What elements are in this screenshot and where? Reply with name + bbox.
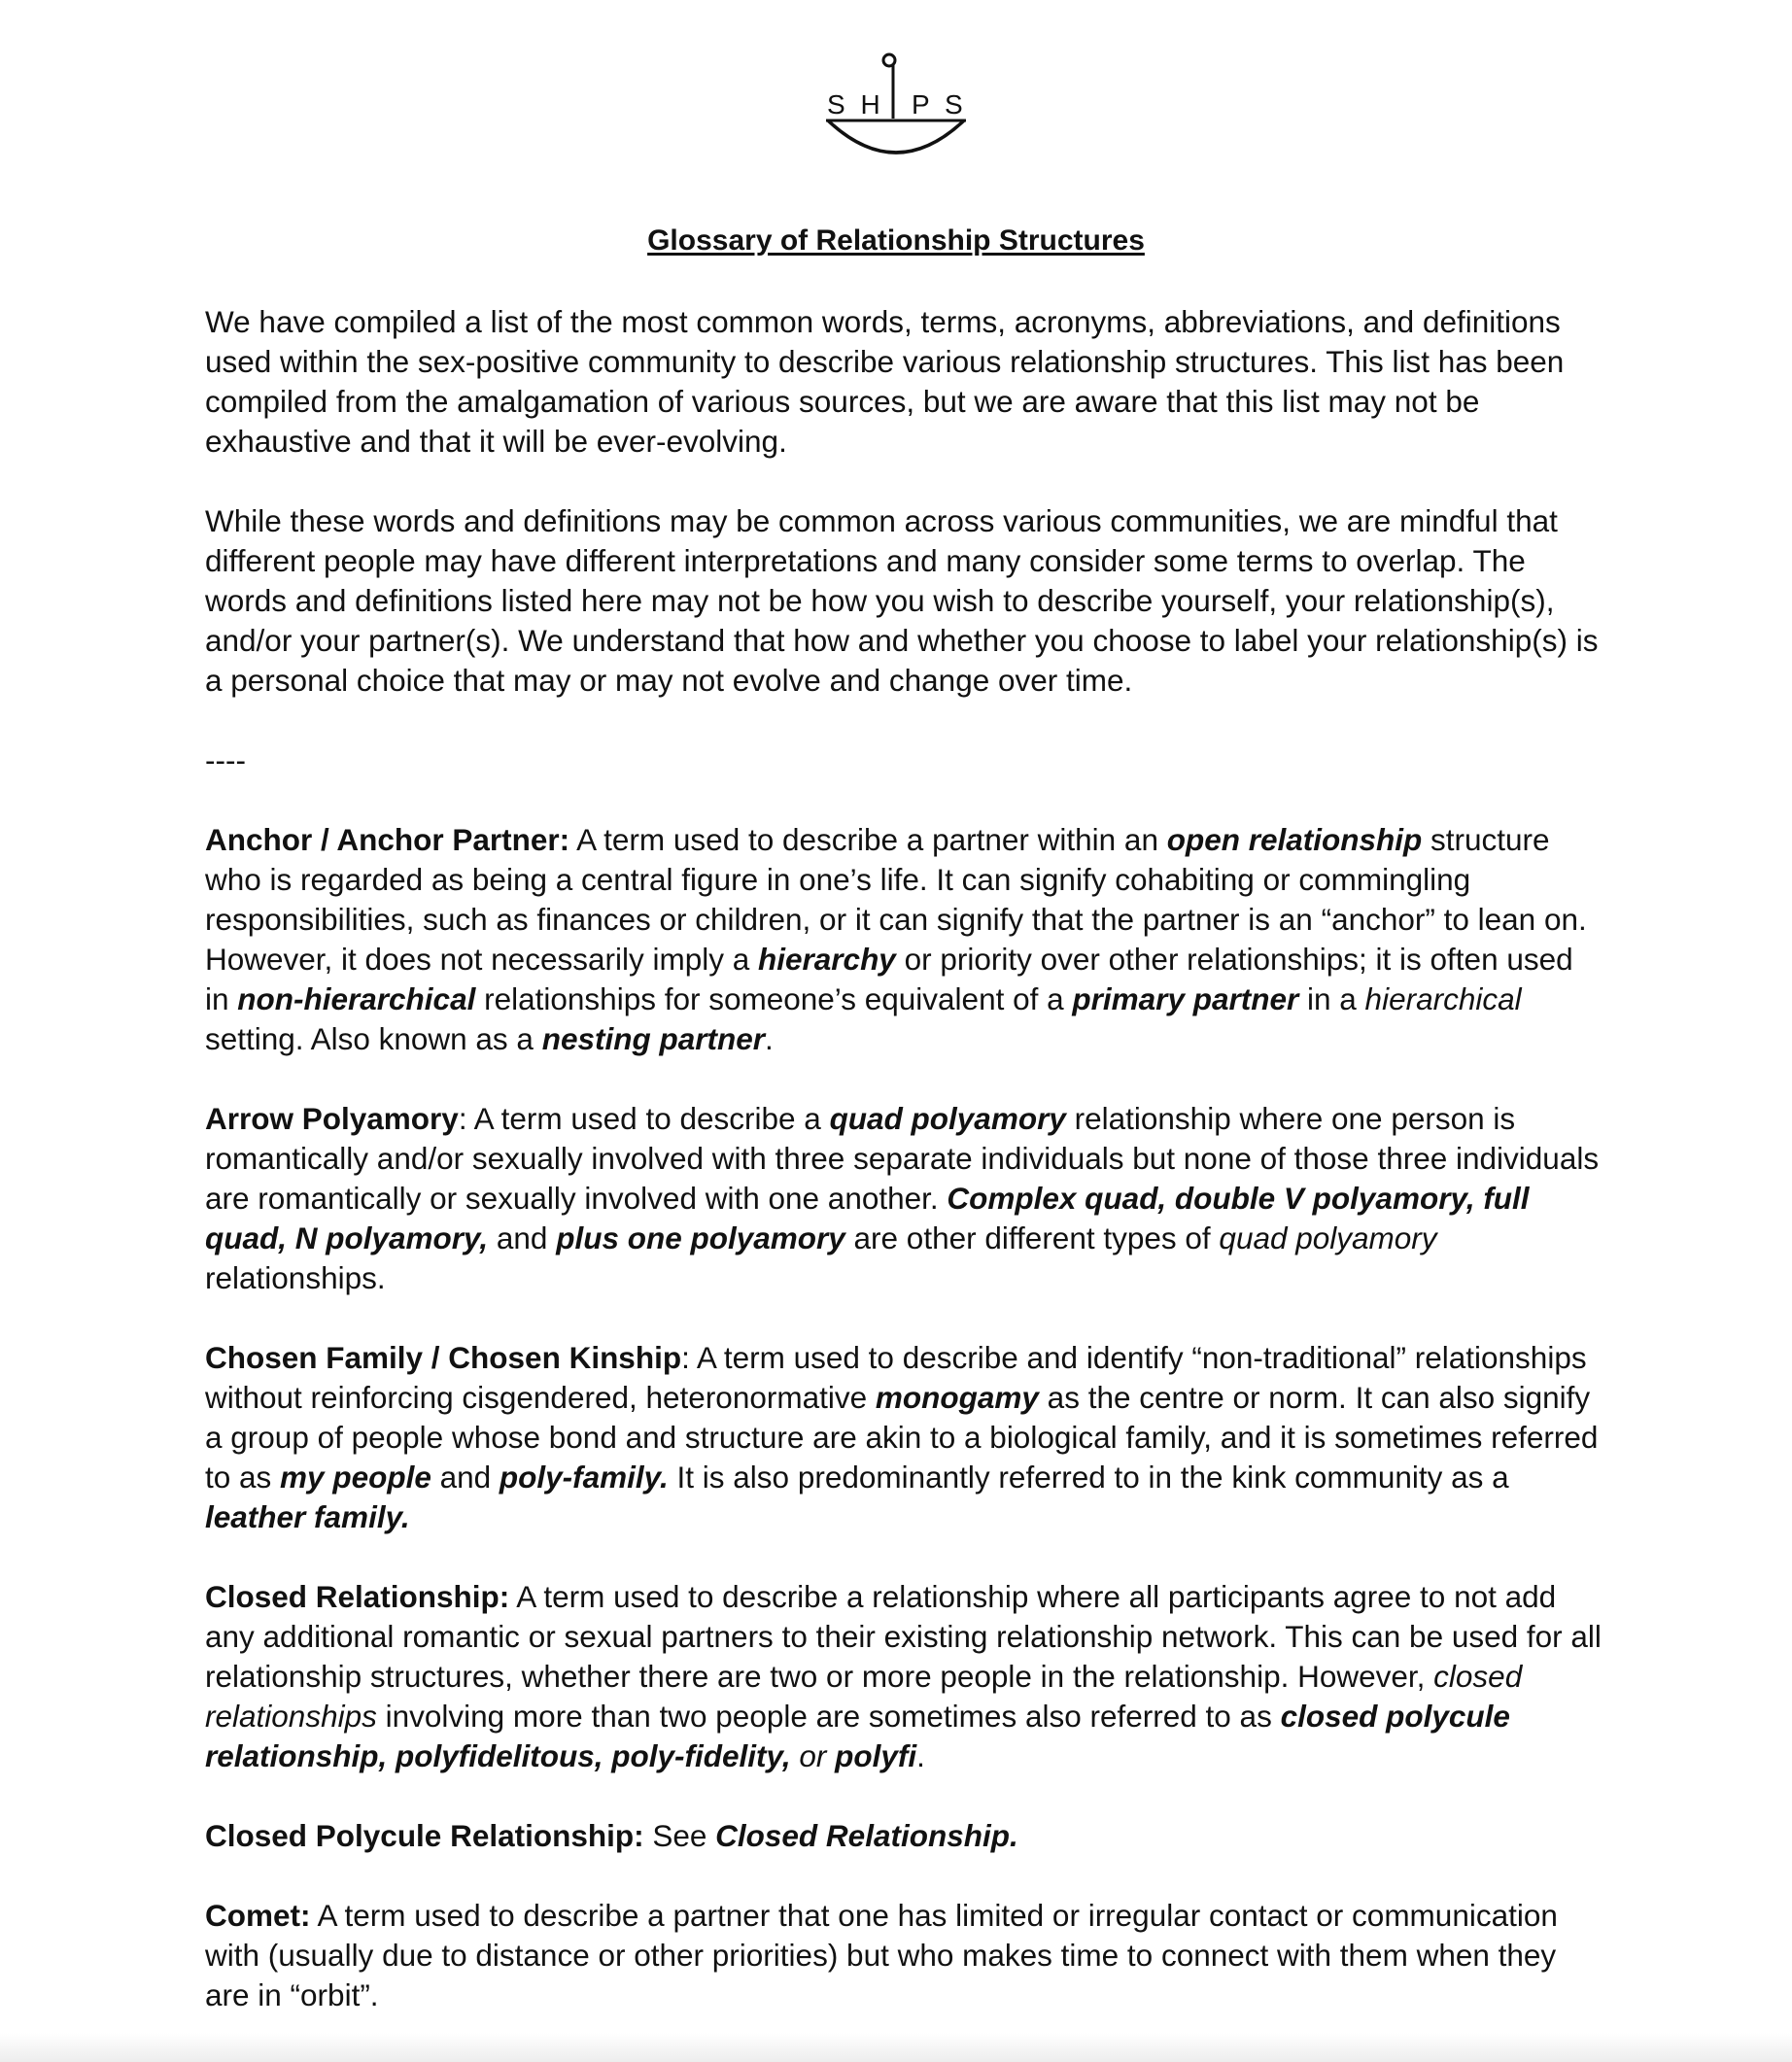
glossary-term: Closed Polycule Relationship: xyxy=(205,1818,644,1853)
glossary-entry-comet xyxy=(205,1896,1604,2015)
emphasized-term: non-hierarchical xyxy=(237,981,476,1016)
intro-paragraph-1: We have compiled a list of the most common words, terms, acronyms, abbreviations, and definitions used within the sex-positive community to describe various relationship structures. This list has been compiled from the amalgamation of various sources, but we are aware that this list may not be exhaustive and that it will be ever-evolving. xyxy=(205,304,1565,459)
ships-logo xyxy=(824,52,968,157)
glossary-entry-closed-polycule xyxy=(205,1816,1604,1856)
emphasized-term: my people xyxy=(280,1460,431,1495)
emphasized-term: open relationship xyxy=(1166,822,1423,857)
page-bottom-edge xyxy=(0,2033,1792,2062)
emphasized-term: poly-family. xyxy=(499,1460,669,1495)
italic-term: quad polyamory xyxy=(1219,1220,1437,1255)
definition-text: structure who is regarded as being a central figure in one’s life. It can signify cohabiting or commingling responsibilities, such as finances or children, or it can signify that the partner is an “anchor” to lean on. However, it does not necessarily imply a xyxy=(205,822,1587,977)
italic-term: hierarchical xyxy=(1364,981,1522,1016)
glossary-entry-chosen-family xyxy=(205,1338,1604,1537)
definition-text: relationships for someone’s equivalent of a xyxy=(475,981,1073,1016)
glossary-entry-arrow-polyamory xyxy=(205,1099,1604,1298)
definition-text: A term used to describe a relationship where all participants agree to not add any additional romantic or sexual partners to their existing relationship network. This can be used for all relationship structures, whether there are two or more people in the relationship. However, xyxy=(205,1579,1602,1694)
intro-paragraph-2: While these words and definitions may be common across various communities, we are mindful that different people may have different interpretations and many consider some terms to overlap. The words and definitions listed here may not be how you wish to describe yourself, your relationship(s), and/or your partner(s). We understand that how and whether you choose to label your relationship(s) is a personal choice that may or may not evolve and change over time. xyxy=(205,503,1599,698)
definition-text: relationships. xyxy=(205,1260,386,1295)
emphasized-term: Complex quad, double V polyamory, full quad, N polyamory, xyxy=(205,1181,1530,1255)
definition-text: and xyxy=(488,1220,557,1255)
definition-text: A term used to describe a partner that one has limited or irregular contact or communication with (usually due to distance or other priorities) but who makes time to connect with them when they are in “orbit”. xyxy=(205,1898,1558,2012)
emphasized-term: polyfi xyxy=(835,1738,917,1773)
emphasized-term: hierarchy xyxy=(758,942,896,977)
document-body xyxy=(205,302,1604,2055)
emphasized-term: quad polyamory xyxy=(829,1101,1066,1136)
glossary-entry-anchor xyxy=(205,820,1604,1059)
definition-text: relationship where one person is romantically and/or sexually involved with three separate individuals but none of those three individuals are romantically or sexually involved with one another. xyxy=(205,1101,1600,1216)
definition-text: It is also predominantly referred to in the kink community as a xyxy=(668,1460,1509,1495)
definition-text: or priority over other relationships; it is often used in xyxy=(205,942,1573,1016)
italic-connector: or xyxy=(790,1738,836,1773)
italic-term: closed relationships xyxy=(205,1659,1523,1734)
emphasized-term: nesting partner xyxy=(541,1021,765,1056)
definition-text: and xyxy=(431,1460,500,1495)
glossary-entry-closed-relationship xyxy=(205,1577,1604,1776)
glossary-term: Arrow Polyamory xyxy=(205,1101,459,1136)
definition-text: as the centre or norm. It can also signify a group of people whose bond and structure are akin to a biological family, and it is sometimes referred to as xyxy=(205,1380,1599,1495)
definition-text: in a xyxy=(1298,981,1365,1016)
definition-text: : A term used to describe and identify “non-traditional” relationships without reinforcing cisgendered, heteronormative xyxy=(205,1340,1587,1415)
page-title: Glossary of Relationship Structures xyxy=(647,224,1145,257)
definition-text: are other different types of xyxy=(844,1220,1220,1255)
emphasized-term: primary partner xyxy=(1072,981,1299,1016)
definition-text: : A term used to describe a xyxy=(458,1101,830,1136)
definition-text: setting. Also known as a xyxy=(205,1021,542,1056)
ships-anchor-logo-icon xyxy=(824,52,968,157)
glossary-term: Closed Relationship: xyxy=(205,1579,510,1614)
emphasized-term: closed polycule relationship, polyfidelitous, poly-fidelity, xyxy=(205,1699,1510,1773)
glossary-term: Chosen Family / Chosen Kinship xyxy=(205,1340,682,1375)
emphasized-term: Closed Relationship. xyxy=(715,1818,1018,1853)
definition-text: . xyxy=(916,1738,925,1773)
glossary-term: Comet: xyxy=(205,1898,311,1933)
definition-text: A term used to describe a partner within an xyxy=(569,822,1167,857)
svg-text:P S: P S xyxy=(912,89,967,120)
definition-text: . xyxy=(765,1021,774,1056)
definition-text: involving more than two people are sometimes also referred to as xyxy=(376,1699,1281,1734)
svg-text:S H: S H xyxy=(827,89,884,120)
emphasized-term: monogamy xyxy=(875,1380,1039,1415)
glossary-term: Anchor / Anchor Partner: xyxy=(205,822,570,857)
separator: ---- xyxy=(205,742,246,777)
emphasized-term: leather family. xyxy=(205,1499,410,1534)
emphasized-term: plus one polyamory xyxy=(556,1220,845,1255)
definition-text: See xyxy=(643,1818,716,1853)
